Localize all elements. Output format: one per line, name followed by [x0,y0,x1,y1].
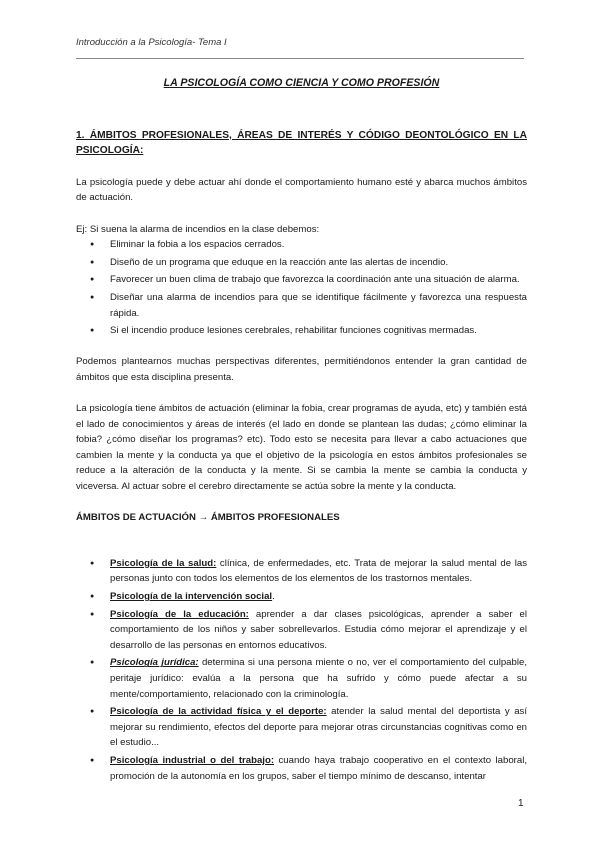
list-item: ● Eliminar la fobia a los espacios cerrados. [76,237,527,253]
field-item [76,753,527,784]
running-header: Introducción a la Psicología- Tema I [76,37,227,48]
field-text: clínica, de enfermedades, etc. Trata de mejorar la salud mental de las personas junto con todos los elementos de los elementos de los trastornos mentales. [110,557,527,585]
field-text: cuando haya trabajo cooperativo en el contexto laboral, promoción de la autonomía en los grupos, saber el tiempo mínimo de descanso, intentar [110,754,527,782]
field-item [76,556,527,587]
list-item: ● Diseñar una alarma de incendios para que se identifique fácilmente y favorezca una respuesta rápida. [76,290,527,321]
fields-list [76,556,527,784]
field-item [76,704,527,751]
list-item: ● Favorecer un buen clima de trabajo que favorezca la coordinación ante una situación de alarma. [76,272,527,288]
field-term: Psicología de la salud: [110,557,217,569]
example-lead: Ej: Si suena la alarma de incendios en la clase debemos: [76,223,320,235]
document-title: LA PSICOLOGÍA COMO CIENCIA Y COMO PROFESIÓN [163,77,440,89]
list-item: ● Si el incendio produce lesiones cerebrales, rehabilitar funciones cognitivas mermadas. [76,323,527,339]
field-text: atender la salud mental del deportista y así mejorar su rendimiento, efectos del deporte para mejorar otras circunstancias cognitivas como en el estudio... [110,706,528,749]
header-rule [76,58,524,59]
section-heading: 1. ÁMBITOS PROFESIONALES, ÁREAS DE INTERÉS Y CÓDIGO DEONTOLÓGICO EN LA PSICOLOGÍA: [76,129,527,157]
field-term: Psicología industrial o del trabajo: [110,754,275,766]
subheading-fields: ÁMBITOS DE ACTUACIÓN → ÁMBITOS PROFESIONALES [76,512,340,524]
field-term: Psicología de la educación: [110,608,249,620]
field-item [76,589,527,605]
field-term: Psicología de la intervención social [110,591,273,603]
field-item [76,655,527,702]
intro-paragraph: La psicología puede y debe actuar ahí donde el comportamiento humano esté y abarca muchos ámbitos de actuación. [76,176,527,204]
field-item [76,607,527,654]
page-number: 1 [518,798,524,809]
field-term: Psicología de la actividad física y el deporte: [110,706,327,718]
field-text: aprender a dar clases psicológicas, aprender a saber el comportamiento de los niños y saber sobrellevarlos. Estudia cómo mejorar el aprendizaje y el desarrollo de las personas en entornos educativos. [110,608,527,651]
paragraph-areas: La psicología tiene ámbitos de actuación (eliminar la fobia, crear programas de ayuda, etc) y también está el lado de conocimientos y áreas de interés (el lado en donde se plantean las dudas; ¿cómo eliminar la fobia? ¿cómo diseñar los programas? etc). Todo esto se necesita para llevar a cabo actuaciones que cambien la mente y la conducta ya que el objetivo de la psicología en estos ámbitos profesionales se reduce a la alteración de la conducta y la mente. Si se cambia la mente se cambia la conducta y viceversa. Al actuar sobre el cerebro directamente se actúa sobre la mente y la conducta. [76,403,527,493]
example-list [76,237,527,339]
field-text: . [272,591,275,603]
page-body [76,76,527,786]
field-term: Psicología jurídica: [110,657,199,669]
field-text: determina si una persona miente o no, ver el comportamiento del culpable, peritaje jurídico: evalúa a la persona que ha sufrido y cómo puede afectar a su mente/comportamiento, relacionado con la criminología. [110,657,527,700]
list-item: ● Diseño de un programa que eduque en la reacción ante las alertas de incendio. [76,255,527,271]
paragraph-perspectives: Podemos plantearnos muchas perspectivas diferentes, permitiéndonos entender la gran cantidad de ámbitos que esta disciplina presenta. [76,356,527,383]
